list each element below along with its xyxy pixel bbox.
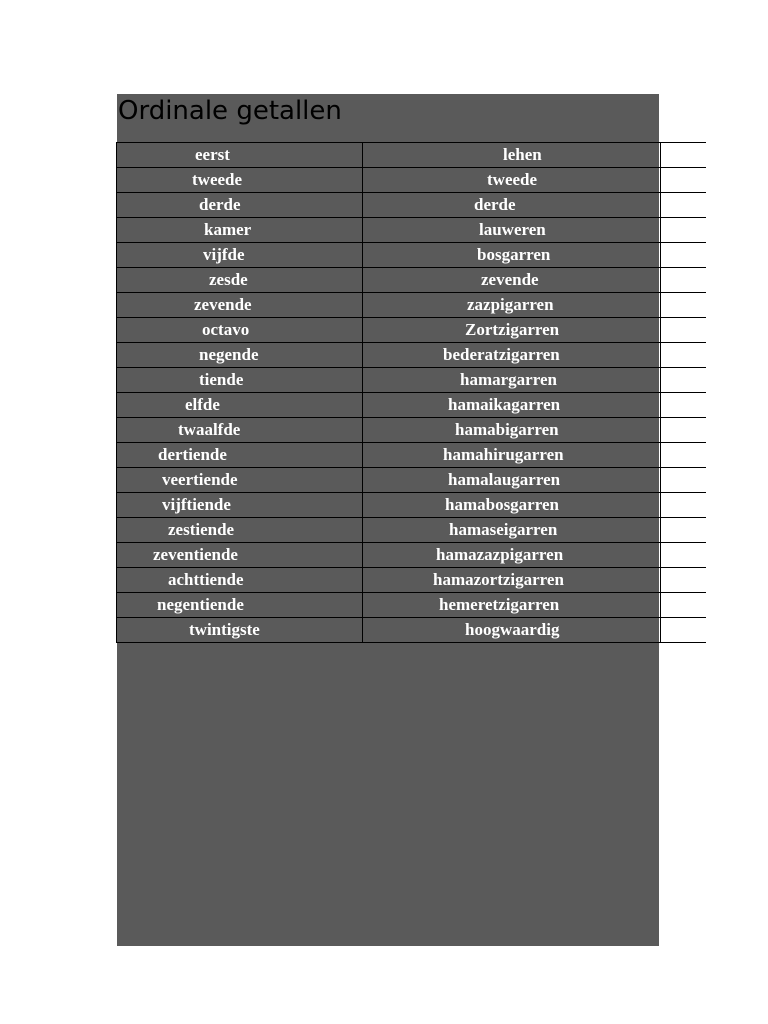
basque-cell [363,418,660,442]
table-row [116,443,706,468]
basque-ordinal: zazpigarren [467,295,554,314]
basque-cell [363,468,660,492]
basque-cell [363,243,660,267]
empty-cell [660,168,707,192]
dutch-cell [117,443,363,467]
empty-cell [660,143,707,167]
basque-ordinal: zevende [481,270,539,289]
basque-cell [363,368,660,392]
dutch-ordinal: zestiende [168,520,235,539]
table-row [116,618,706,643]
empty-cell [660,218,707,242]
basque-ordinal: hemeretzigarren [439,595,560,614]
basque-cell [363,568,660,592]
basque-cell [363,593,660,617]
empty-cell [660,293,707,317]
dutch-ordinal: elfde [185,395,220,414]
dutch-ordinal: tweede [192,170,243,189]
dutch-cell [117,568,363,592]
basque-cell [363,293,660,317]
dutch-ordinal: dertiende [158,445,227,464]
empty-cell [660,493,707,517]
dutch-ordinal: zeventiende [153,545,238,564]
basque-cell [363,318,660,342]
basque-ordinal: lauweren [479,220,546,239]
dutch-cell [117,218,363,242]
dutch-ordinal: zevende [194,295,252,314]
table-row [116,143,706,168]
basque-ordinal: hamalaugarren [448,470,561,489]
basque-ordinal: hamazazpigarren [436,545,564,564]
empty-cell [660,618,707,642]
table-row [116,318,706,343]
basque-cell [363,193,660,217]
basque-cell [363,518,660,542]
dutch-cell [117,543,363,567]
dutch-cell [117,468,363,492]
table-row [116,218,706,243]
table-row [116,393,706,418]
basque-ordinal: Zortzigarren [465,320,560,339]
dutch-ordinal: twintigste [189,620,260,639]
basque-cell [363,493,660,517]
dutch-ordinal: kamer [204,220,252,239]
empty-cell [660,268,707,292]
table-row [116,593,706,618]
dutch-ordinal: zesde [209,270,248,289]
dutch-ordinal: negende [199,345,259,364]
dutch-cell [117,318,363,342]
table-row [116,193,706,218]
dutch-ordinal: achttiende [168,570,244,589]
basque-ordinal: hamaikagarren [448,395,561,414]
table-row [116,268,706,293]
basque-ordinal: hoogwaardig [465,620,560,639]
basque-ordinal: hamahirugarren [443,445,564,464]
table-row [116,243,706,268]
dutch-ordinal: eerst [195,145,230,164]
dutch-cell [117,343,363,367]
basque-cell [363,343,660,367]
basque-ordinal: hamazortzigarren [433,570,564,589]
empty-cell [660,343,707,367]
dutch-cell [117,618,363,642]
table-row [116,418,706,443]
basque-ordinal: bederatzigarren [443,345,560,364]
table-row [116,468,706,493]
dutch-ordinal: octavo [202,320,250,339]
dutch-cell [117,368,363,392]
table-row [116,368,706,393]
basque-cell [363,443,660,467]
empty-cell [660,418,707,442]
dutch-cell [117,268,363,292]
empty-cell [660,543,707,567]
table-row [116,493,706,518]
basque-ordinal: hamaseigarren [449,520,558,539]
dutch-cell [117,293,363,317]
page-title: Ordinale getallen [118,96,342,126]
empty-cell [660,468,707,492]
basque-ordinal: derde [474,195,516,214]
table-row [116,343,706,368]
empty-cell [660,243,707,267]
basque-ordinal: bosgarren [477,245,551,264]
dutch-ordinal: derde [199,195,241,214]
table-row [116,293,706,318]
dutch-cell [117,193,363,217]
dutch-cell [117,418,363,442]
basque-ordinal: tweede [487,170,538,189]
dutch-ordinal: negentiende [157,595,244,614]
table-row [116,568,706,593]
dutch-ordinal: vijftiende [162,495,231,514]
basque-cell [363,618,660,642]
dutch-cell [117,518,363,542]
ordinal-table [116,142,706,643]
empty-cell [660,368,707,392]
basque-cell [363,168,660,192]
basque-ordinal: hamabosgarren [445,495,559,514]
table-row [116,168,706,193]
basque-ordinal: hamabigarren [455,420,559,439]
basque-cell [363,218,660,242]
basque-cell [363,143,660,167]
dutch-cell [117,143,363,167]
basque-cell [363,543,660,567]
empty-cell [660,393,707,417]
basque-ordinal: lehen [503,145,542,164]
empty-cell [660,443,707,467]
table-row [116,543,706,568]
empty-cell [660,518,707,542]
empty-cell [660,568,707,592]
dutch-ordinal: tiende [199,370,244,389]
basque-cell [363,268,660,292]
dutch-cell [117,593,363,617]
dutch-cell [117,393,363,417]
empty-cell [660,318,707,342]
dutch-ordinal: vijfde [203,245,245,264]
empty-cell [660,593,707,617]
dutch-ordinal: veertiende [162,470,238,489]
table-row [116,518,706,543]
dutch-cell [117,493,363,517]
dutch-ordinal: twaalfde [178,420,241,439]
basque-cell [363,393,660,417]
basque-ordinal: hamargarren [460,370,557,389]
dutch-cell [117,243,363,267]
empty-cell [660,193,707,217]
dutch-cell [117,168,363,192]
